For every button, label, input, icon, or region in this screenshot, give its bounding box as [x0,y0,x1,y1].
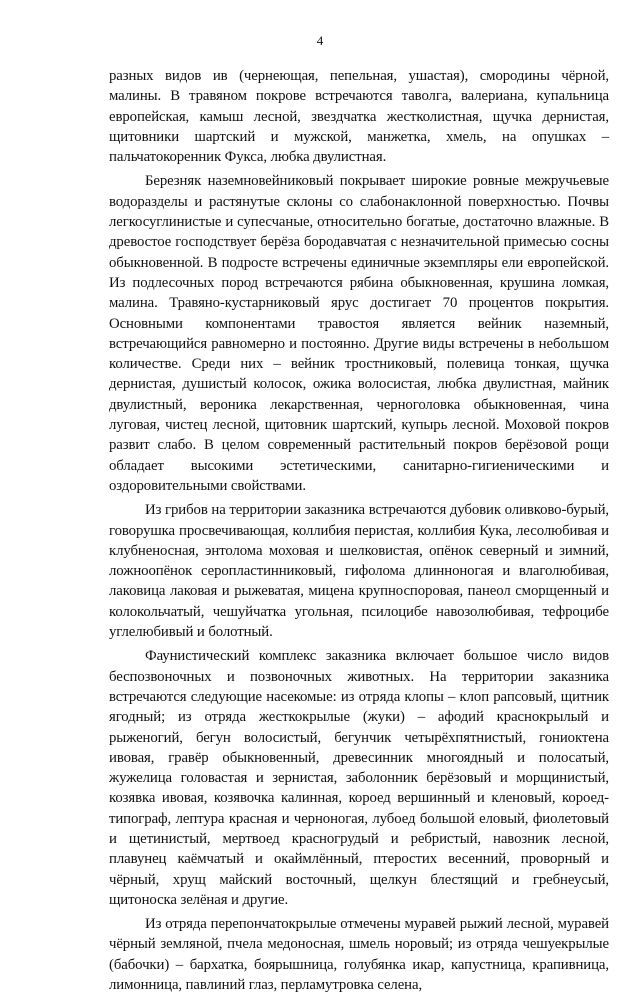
paragraph-birch-grove: Березняк наземновейниковый покрывает широкие ровные межручьевые водоразделы и растянутые склоны со слабонаклонной поверхностью. Почвы легкосуглинистые и супесчаные, относительно богатые, достаточно влажные. В древостое господствует берёза бородавчатая с незначительной примесью сосны обыкновенной. В подросте встречены единичные экземпляры ели европейской. Из подлесочных пород встречаются рябина обыкновенная, крушина ломкая, малина. Травяно-кустарниковый ярус достигает 70 процентов покрытия. Основными компонентами травостоя является вейник наземный, встречающийся равномерно и постоянно. Другие виды встречены в небольшом количестве. Среди них – вейник тростниковый, полевица тонкая, щучка дернистая, душистый колосок, ожика волосистая, любка двулистная, майник двулистный, вероника лекарственная, черноголовка обыкновенная, чина луговая, чистец лесной, щитовник шартский, купырь лесной. Моховой покров развит слабо. В целом современный растительный покров берёзовой рощи обладает высокими эстетическими, санитарно-гигиеническими и оздоровительными свойствами. [109,173,609,494]
page-number: 4 [316,33,324,48]
paragraph-continued: разных видов ив (чернеющая, пепельная, ушастая), смородины чёрной, малины. В травяном покрове встречаются таволга, валериана, купальница европейская, камыш лесной, звездчатка жестколистная, щучка дернистая, щитовники шартский и мужской, манжетка, хмель, на опушках – пальчатокоренник Фукса, любка двулистная. [109,68,609,166]
body-text [109,66,609,999]
paragraph-fauna-insects: Фаунистический комплекс заказника включает большое число видов беспозвоночных и позвоночных животных. На территории заказника встречаются следующие насекомые: из отряда клопы – клоп рапсовый, щитник ягодный; из отряда жесткокрылые (жуки) – афодий краснокрылый и рыженогий, бегун волосистый, бегунчик четырёхпятнистый, гониоктена ивовая, гравёр обыкновенный, древесинник многоядный и полосатый, жужелица головастая и зернистая, заболонник берёзовый и морщинистый, козявка ивовая, козявочка калинная, короед вершинный и кленовый, короед-типограф, лептура красная и черноногая, лубоед большой еловый, фиолетовый и щетинистый, мертвоед красногрудый и ребристый, навозник лесной, плавунец каёмчатый и окаймлённый, птеростих весенний, проворный и чёрный, хрущ майский восточный, щелкун блестящий и гребнеусый, щитоноска зелёная и другие. [109,648,609,908]
paragraph-hymenoptera-lepidoptera: Из отряда перепончатокрылые отмечены муравей рыжий лесной, муравей чёрный земляной, пчела медоносная, шмель норовый; из отряда чешуекрылые (бабочки) – бархатка, боярышница, голубянка икар, капустница, крапивница, лимонница, павлиний глаз, перламутровка селена, [109,916,609,994]
paragraph-fungi: Из грибов на территории заказника встречаются дубовик оливково-бурый, говорушка просвечивающая, коллибия перистая, коллибия Кука, лесолюбивая и клубненосная, энтолома моховая и шелковистая, опёнок северный и зимний, ложноопёнок серопластинниковый, гифолома длинноногая и влаголюбивая, лаковица лаковая и рыжеватая, мицена крупноспоровая, панеол сморщенный и колокольчатый, чешуйчатка угольная, псилоцибе навозолюбивая, тефроцибе углелюбивый и болотный. [109,502,609,641]
